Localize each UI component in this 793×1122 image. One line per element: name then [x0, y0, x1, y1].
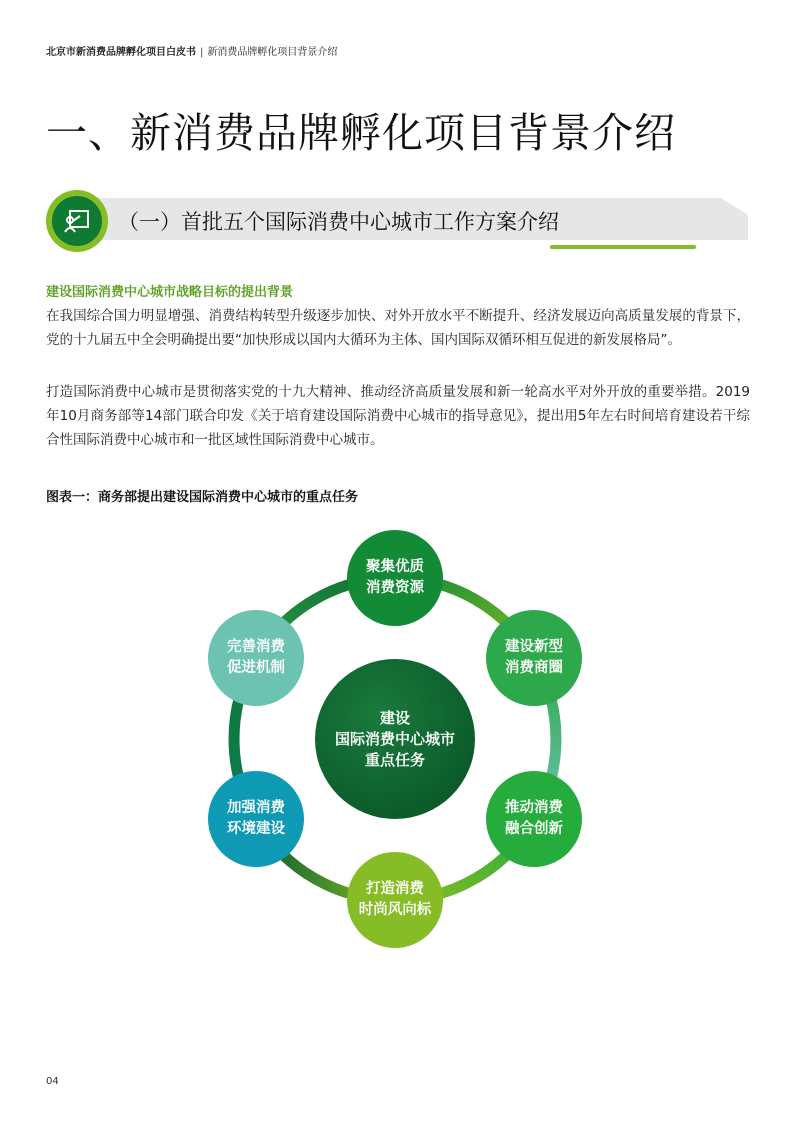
center-node-label: 建设 国际消费中心城市 重点任务 — [334, 708, 455, 769]
subheading: 建设国际消费中心城市战略目标的提出背景 — [46, 285, 294, 300]
cycle-node-consumption-resources — [347, 530, 443, 626]
cycle-node-mechanism — [208, 610, 304, 706]
banner-icon-ring — [46, 190, 108, 252]
figure-title: 图表一：商务部提出建设国际消费中心城市的重点任务 — [46, 490, 359, 505]
center-node — [315, 659, 475, 819]
node-label: 聚集优质 消费资源 — [366, 559, 424, 596]
cycle-node-fashion-trend — [347, 852, 443, 948]
section-title: （一）首批五个国际消费中心城市工作方案介绍 — [118, 210, 559, 234]
page-number: 04 — [46, 1076, 59, 1087]
node-label: 打造消费 时尚风向标 — [358, 881, 432, 918]
cycle-node-business-district — [486, 610, 582, 706]
header-separator: | — [200, 47, 204, 58]
cycle-node-environment — [208, 771, 304, 867]
header-doc-title: 北京市新消费品牌孵化项目白皮书 — [46, 47, 196, 58]
task-cycle-diagram — [190, 520, 600, 940]
running-header — [46, 43, 337, 58]
presentation-icon — [52, 196, 102, 246]
node-label: 建设新型 消费商圈 — [505, 639, 563, 676]
section-banner — [46, 190, 751, 252]
page-title: 一、新消费品牌孵化项目背景介绍 — [46, 109, 676, 157]
node-label: 完善消费 促进机制 — [227, 639, 285, 676]
banner-accent-line — [550, 245, 696, 249]
cycle-node-innovation — [486, 771, 582, 867]
header-section: 新消费品牌孵化项目背景介绍 — [207, 47, 338, 58]
node-label: 推动消费 融合创新 — [505, 800, 563, 837]
paragraph: 在我国综合国力明显增强、消费结构转型升级逐步加快、对外开放水平不断提升、经济发展迈向高质量发展的背景下，党的十九届五中全会明确提出要“加快形成以国内大循环为主体、国内国际双循环相互促进的新发展格局”。 — [46, 308, 750, 348]
node-label: 加强消费 环境建设 — [227, 800, 285, 837]
paragraph: 打造国际消费中心城市是贯彻落实党的十九大精神、推动经济高质量发展和新一轮高水平对外开放的重要举措。2019年10月商务部等14部门联合印发《关于培育建设国际消费中心城市的指导意见》，提出用5年左右时间培育建设若干综合性国际消费中心城市和一批区域性国际消费中心城市。 — [46, 384, 750, 448]
